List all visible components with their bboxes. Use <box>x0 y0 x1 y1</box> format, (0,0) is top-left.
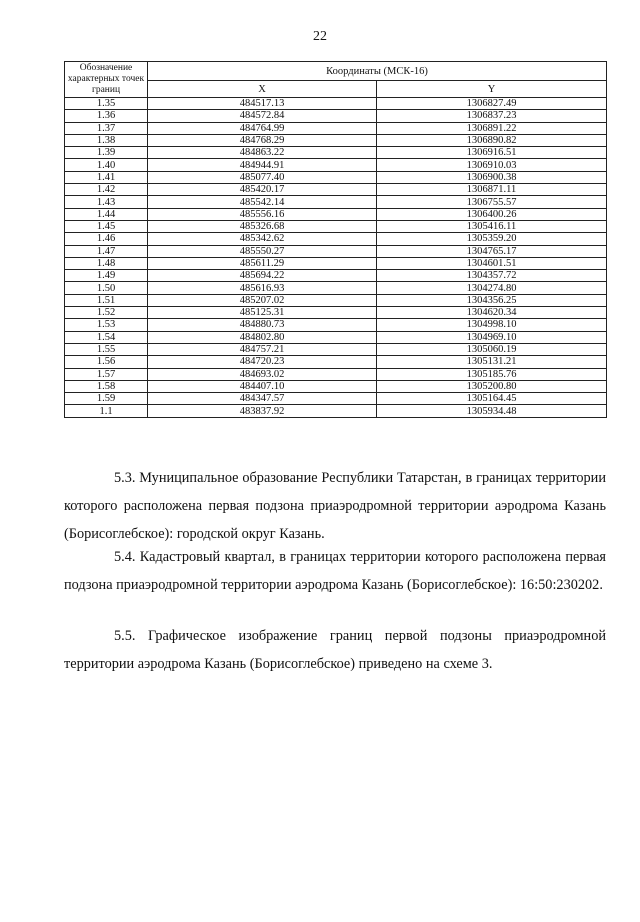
cell-x: 484880.73 <box>148 319 377 331</box>
cell-x: 484768.29 <box>148 134 377 146</box>
table-row <box>65 405 607 417</box>
table-body <box>65 98 607 418</box>
table-row <box>65 233 607 245</box>
cell-y: 1306910.03 <box>377 159 607 171</box>
header-x: X <box>148 81 377 98</box>
cell-point: 1.59 <box>65 393 148 405</box>
table-row <box>65 393 607 405</box>
table-row <box>65 319 607 331</box>
cell-x: 484802.80 <box>148 331 377 343</box>
cell-y: 1306755.57 <box>377 196 607 208</box>
cell-point: 1.53 <box>65 319 148 331</box>
cell-point: 1.47 <box>65 245 148 257</box>
table-row <box>65 307 607 319</box>
cell-y: 1304274.80 <box>377 282 607 294</box>
table-row <box>65 270 607 282</box>
table-row <box>65 380 607 392</box>
header-y: Y <box>377 81 607 98</box>
cell-x: 484347.57 <box>148 393 377 405</box>
cell-point: 1.38 <box>65 134 148 146</box>
cell-point: 1.46 <box>65 233 148 245</box>
cell-x: 485125.31 <box>148 307 377 319</box>
table-row <box>65 282 607 294</box>
cell-point: 1.40 <box>65 159 148 171</box>
cell-x: 485611.29 <box>148 257 377 269</box>
cell-y: 1306890.82 <box>377 134 607 146</box>
table-row <box>65 331 607 343</box>
paragraph-5-5-text: 5.5. Графическое изображение границ первой подзоны приаэродромной территории аэродрома Казань (Борисоглебское) приведено на схеме 3. <box>64 628 606 672</box>
header-point-designation: Обозначение характерных точек границ <box>65 62 148 98</box>
cell-x: 484764.99 <box>148 122 377 134</box>
table-row <box>65 220 607 232</box>
cell-x: 484863.22 <box>148 147 377 159</box>
cell-x: 484407.10 <box>148 380 377 392</box>
table-row <box>65 196 607 208</box>
cell-x: 484944.91 <box>148 159 377 171</box>
table-row <box>65 110 607 122</box>
cell-y: 1306891.22 <box>377 122 607 134</box>
table-row <box>65 343 607 355</box>
cell-x: 485550.27 <box>148 245 377 257</box>
cell-y: 1304601.51 <box>377 257 607 269</box>
cell-point: 1.42 <box>65 184 148 196</box>
table-row <box>65 134 607 146</box>
cell-point: 1.39 <box>65 147 148 159</box>
paragraph-5-3 <box>64 464 606 548</box>
cell-y: 1304620.34 <box>377 307 607 319</box>
cell-x: 484720.23 <box>148 356 377 368</box>
paragraph-5-4 <box>64 543 606 599</box>
cell-point: 1.44 <box>65 208 148 220</box>
cell-point: 1.51 <box>65 294 148 306</box>
cell-x: 485542.14 <box>148 196 377 208</box>
cell-y: 1304969.10 <box>377 331 607 343</box>
cell-point: 1.48 <box>65 257 148 269</box>
cell-x: 485556.16 <box>148 208 377 220</box>
cell-point: 1.57 <box>65 368 148 380</box>
cell-x: 485326.68 <box>148 220 377 232</box>
cell-point: 1.37 <box>65 122 148 134</box>
table-row <box>65 184 607 196</box>
cell-y: 1306871.11 <box>377 184 607 196</box>
cell-x: 485420.17 <box>148 184 377 196</box>
cell-y: 1304765.17 <box>377 245 607 257</box>
cell-y: 1305131.21 <box>377 356 607 368</box>
cell-point: 1.36 <box>65 110 148 122</box>
cell-y: 1306827.49 <box>377 98 607 110</box>
cell-y: 1306916.51 <box>377 147 607 159</box>
cell-y: 1306837.23 <box>377 110 607 122</box>
cell-point: 1.41 <box>65 171 148 183</box>
cell-x: 485207.02 <box>148 294 377 306</box>
cell-x: 483837.92 <box>148 405 377 417</box>
cell-point: 1.54 <box>65 331 148 343</box>
cell-point: 1.58 <box>65 380 148 392</box>
table-row <box>65 171 607 183</box>
table-row <box>65 208 607 220</box>
cell-point: 1.49 <box>65 270 148 282</box>
table-row <box>65 98 607 110</box>
cell-point: 1.55 <box>65 343 148 355</box>
table-row <box>65 147 607 159</box>
table-row <box>65 257 607 269</box>
header-coordinates: Координаты (МСК-16) <box>148 62 607 81</box>
cell-y: 1306900.38 <box>377 171 607 183</box>
cell-x: 484572.84 <box>148 110 377 122</box>
cell-y: 1304356.25 <box>377 294 607 306</box>
cell-point: 1.45 <box>65 220 148 232</box>
cell-y: 1304998.10 <box>377 319 607 331</box>
cell-y: 1304357.72 <box>377 270 607 282</box>
table-row <box>65 245 607 257</box>
cell-point: 1.43 <box>65 196 148 208</box>
cell-point: 1.56 <box>65 356 148 368</box>
cell-y: 1305934.48 <box>377 405 607 417</box>
cell-point: 1.52 <box>65 307 148 319</box>
paragraph-5-4-text: 5.4. Кадастровый квартал, в границах территории которого расположена первая подзона приаэродромной территории аэродрома Казань (Борисоглебское): 16:50:230202. <box>64 549 606 593</box>
cell-y: 1305164.45 <box>377 393 607 405</box>
cell-point: 1.1 <box>65 405 148 417</box>
cell-x: 485694.22 <box>148 270 377 282</box>
cell-y: 1305416.11 <box>377 220 607 232</box>
paragraph-5-5 <box>64 622 606 678</box>
page-number: 22 <box>313 29 327 44</box>
cell-x: 484517.13 <box>148 98 377 110</box>
coordinates-table <box>64 61 607 418</box>
cell-y: 1305200.80 <box>377 380 607 392</box>
cell-y: 1305060.19 <box>377 343 607 355</box>
cell-x: 484757.21 <box>148 343 377 355</box>
paragraph-5-3-text: 5.3. Муниципальное образование Республики Татарстан, в границах территории которого расположена первая подзона приаэродромной территории аэродрома Казань (Борисоглебское): городской округ Казань. <box>64 470 606 542</box>
table-row <box>65 294 607 306</box>
cell-y: 1305359.20 <box>377 233 607 245</box>
table-row <box>65 356 607 368</box>
cell-y: 1305185.76 <box>377 368 607 380</box>
cell-x: 484693.02 <box>148 368 377 380</box>
table-row <box>65 159 607 171</box>
cell-x: 485342.62 <box>148 233 377 245</box>
cell-x: 485077.40 <box>148 171 377 183</box>
cell-y: 1306400.26 <box>377 208 607 220</box>
cell-x: 485616.93 <box>148 282 377 294</box>
cell-point: 1.35 <box>65 98 148 110</box>
table-row <box>65 368 607 380</box>
cell-point: 1.50 <box>65 282 148 294</box>
table-row <box>65 122 607 134</box>
